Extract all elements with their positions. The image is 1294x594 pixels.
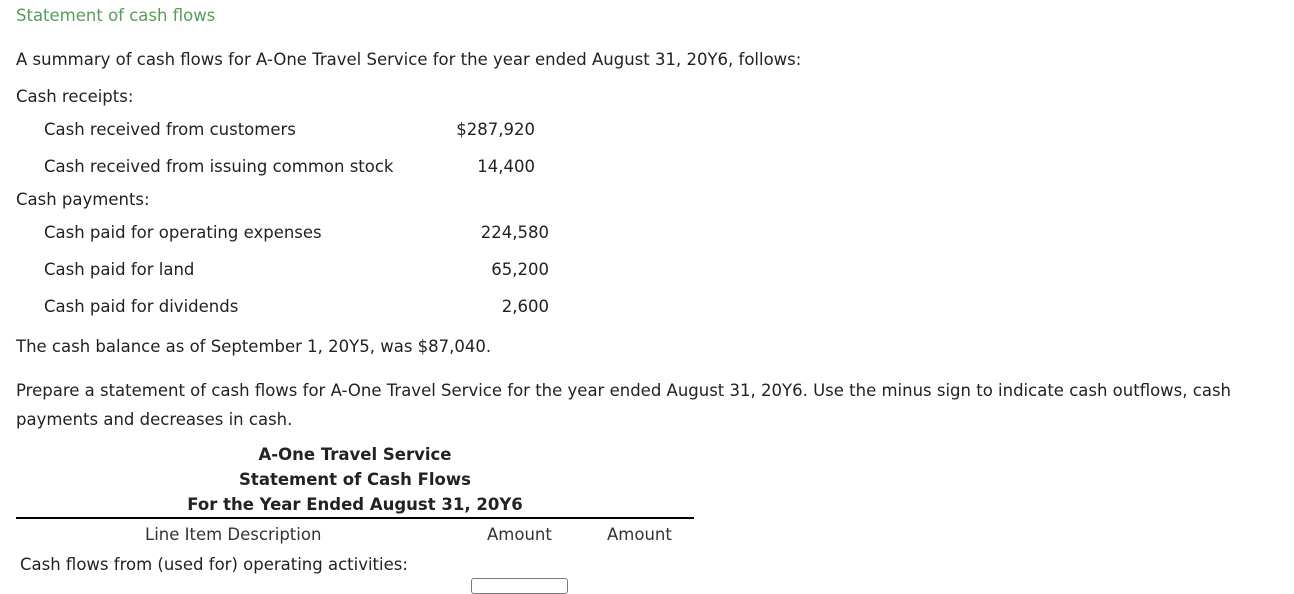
cash-payments-label: Cash payments: (16, 190, 150, 209)
instructions-line-1: Prepare a statement of cash flows for A-One Travel Service for the year ended August 31, 20Y6. Use the minus sign to indicate cash outflows, cash (16, 381, 1231, 400)
payment-item-label: Cash paid for land (44, 260, 195, 279)
payment-item-label: Cash paid for dividends (44, 297, 239, 316)
intro-text: A summary of cash flows for A-One Travel Service for the year ended August 31, 20Y6, follows: (16, 50, 802, 69)
column-header-description: Line Item Description (145, 525, 322, 544)
payment-item-label: Cash paid for operating expenses (44, 223, 322, 242)
receipt-item-amount: $287,920 (456, 120, 535, 139)
receipt-item-label: Cash received from customers (44, 120, 296, 139)
payment-item-amount: 65,200 (491, 260, 549, 279)
statement-header-rule (16, 517, 694, 519)
column-header-amount: Amount (487, 525, 552, 544)
cash-receipts-label: Cash receipts: (16, 87, 134, 106)
amount-input[interactable] (471, 578, 568, 594)
receipt-item-amount: 14,400 (477, 157, 535, 176)
operating-activities-label: Cash flows from (used for) operating activities: (20, 555, 408, 574)
instructions-line-2: payments and decreases in cash. (16, 410, 293, 429)
section-title-link[interactable]: Statement of cash flows (16, 6, 216, 25)
statement-company-name: A-One Travel Service (258, 445, 452, 464)
statement-period: For the Year Ended August 31, 20Y6 (187, 495, 523, 514)
cash-balance-note: The cash balance as of September 1, 20Y5, was $87,040. (16, 337, 492, 356)
statement-title: Statement of Cash Flows (239, 470, 471, 489)
payment-item-amount: 224,580 (480, 223, 549, 242)
payment-item-amount: 2,600 (501, 297, 549, 316)
receipt-item-label: Cash received from issuing common stock (44, 157, 394, 176)
column-header-amount: Amount (607, 525, 672, 544)
